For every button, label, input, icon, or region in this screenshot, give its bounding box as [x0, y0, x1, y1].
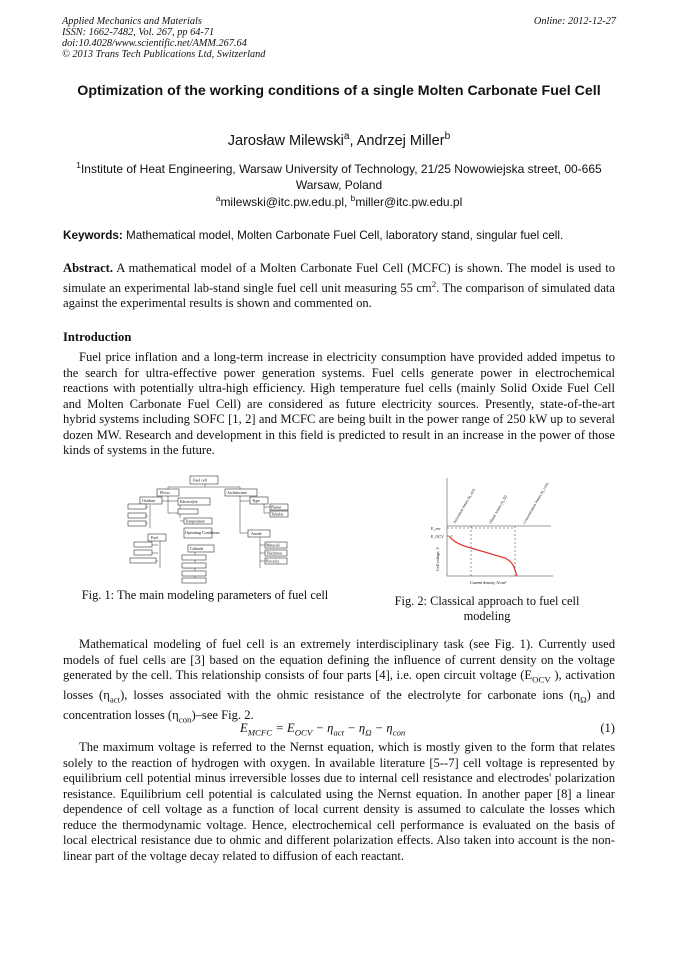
- fig1-node-fuelcell: Fuel cell: [193, 477, 207, 483]
- p2-sub: act: [109, 694, 121, 705]
- journal-name: Applied Mechanics and Materials: [62, 16, 202, 27]
- keywords-label: Keywords:: [63, 229, 123, 242]
- fig1-caption: Fig. 1: The main modeling parameters of fuel cell: [81, 588, 329, 602]
- paper-title: Optimization of the working conditions of a single Molten Carbonate Fuel Cell: [77, 83, 601, 99]
- author-name: Andrzej Miller: [356, 132, 445, 149]
- email-mark: b: [350, 193, 356, 203]
- copyright-line: © 2013 Trans Tech Publications Ltd, Switzerland: [62, 49, 266, 60]
- p2-text: )–see Fig. 2.: [191, 708, 254, 723]
- eq-part: = E: [272, 721, 295, 735]
- fig2-ylabel: Cell voltage, V: [435, 546, 440, 571]
- author-mark: a: [343, 131, 350, 142]
- keywords-text: Mathematical model, Molten Carbonate Fuel Cell, laboratory stand, singular fuel cell.: [122, 229, 564, 242]
- fig1-node-planar: Planar: [271, 504, 282, 510]
- email-mark: a: [215, 193, 221, 203]
- page-header: [62, 16, 616, 60]
- p2-text: Mathematical modeling of fuel cell is an extremely interdisciplinary task (see Fig. 1). Currently used models of fuel cells are [3] based on the equation defining the influence of current density on the voltage generated by the cell. This relationship consists of four parts [4], i.e. open circuit voltage (E: [63, 637, 615, 682]
- fig1-node-cathode: Cathode: [190, 546, 204, 551]
- abstract-label: Abstract.: [63, 261, 114, 275]
- affiliation: [62, 157, 616, 193]
- p2-sub: Ω: [580, 694, 587, 705]
- affiliation-mark: 1: [76, 160, 81, 170]
- fig1-node-fuel: Fuel: [151, 535, 159, 540]
- eq-lhs: E: [240, 721, 248, 735]
- fig2-diagram: [425, 466, 555, 588]
- fig2-region-act: Activation losses (η_act): [451, 487, 476, 525]
- fig1-node-material: Material: [266, 542, 280, 548]
- fig1-node-flows: Flows: [160, 490, 170, 495]
- p2-sub: OCV: [532, 674, 551, 685]
- abstract-text: A mathematical model of a Molten Carbonate Fuel Cell (MCFC) is shown. The model is used to simulate an experimental lab-stand single fuel cell unit measuring 55 cm: [63, 261, 615, 295]
- email-address[interactable]: milewski@itc.pw.edu.pl,: [220, 195, 351, 209]
- fig2-erev-label: E_rev: [431, 526, 441, 531]
- author-separator: ,: [349, 132, 357, 149]
- section-heading: Introduction: [63, 330, 132, 344]
- equation: [240, 721, 405, 738]
- fig1-node-oxidant: Oxidant: [142, 498, 155, 503]
- affiliation-text: Institute of Heat Engineering, Warsaw University of Technology, 21/25 Nowowiejska street, 00-665 Warsaw, Poland: [80, 162, 602, 192]
- p2-sub: con: [178, 714, 192, 725]
- abstract-text-end: . The comparison of simulated data against the experimental results is shown and commented on.: [63, 280, 616, 311]
- eq-part: − η: [344, 721, 366, 735]
- keywords: [63, 229, 616, 242]
- fig1-node-anode: Anode: [251, 531, 262, 536]
- p2-text: ) and concentration losses (η: [63, 688, 615, 723]
- fig1-node-operating: Operating Conditions: [185, 530, 220, 535]
- eq-part: − η: [371, 721, 393, 735]
- email-line: [0, 193, 678, 209]
- fig2-region-ohm: Ohmic losses (η_Ω): [487, 494, 508, 525]
- fig2-caption: Fig. 2: Classical approach to fuel cell modeling: [394, 594, 580, 623]
- fig1-node-architecture: Architecture: [227, 490, 247, 495]
- intro-paragraph: Fuel price inflation and a long-term increase in electricity consumption have provided added impetus to the search for ultra-effective power generation systems. Fuel cells generate power in electrochemical reactions with potentially ultra-high efficiency. High temperature fuel cells (mainly Solid Oxide Fuel Cell and Molten Carbonate Fuel Cell) are considered as future electricity sources. Presently, state-of-the-art hybrid systems including SOFC [1, 2] and MCFC are being built in the power range of 250 kW up to several dozen MW. Research and development in this field is predicted to result in an increase in the power of those kinds of systems in the future.: [63, 350, 615, 457]
- doi-line: doi:10.4028/www.scientific.net/AMM.267.64: [62, 38, 247, 49]
- fig1-node-thickness: Thickness: [266, 550, 283, 556]
- author-mark: b: [444, 131, 451, 142]
- eq-sub: con: [392, 727, 406, 738]
- author-name: Jarosław Milewski: [227, 132, 344, 149]
- issn-line: ISSN: 1662-7482, Vol. 267, pp 64-71: [62, 27, 215, 38]
- abstract: [63, 261, 615, 312]
- eq-sub: OCV: [294, 727, 313, 738]
- author-line: [0, 131, 678, 149]
- fig2-eocv-label: E_OCV: [431, 534, 444, 539]
- eq-sub: MCFC: [247, 727, 273, 738]
- fig1-node-electrolyte: Electrolyte: [180, 499, 198, 504]
- p2-text: ), losses associated with the ohmic resistance of the electrolyte for carbonate ions (η: [120, 688, 581, 703]
- fig2-xlabel: Current density, A/cm²: [470, 580, 507, 585]
- fig2-region-con: Concentration losses (η_con): [521, 481, 550, 525]
- email-address[interactable]: miller@itc.pw.edu.pl: [355, 195, 463, 209]
- eq-sub: act: [333, 727, 345, 738]
- body-paragraph: [63, 637, 615, 728]
- fig1-node-tubular: Tubular: [271, 511, 284, 517]
- body-paragraph: The maximum voltage is referred to the Nernst equation, which is mostly given to the form that relates solely to the reaction of hydrogen with oxygen. In available literature [5--7] cell voltage is represented by equilibrium cell potential minus irreversible losses due to internal cell resistance and electrodes' polarization resistance. Equilibrium cell potential is calculated using the Nernst equation. In another paper [8] a linear dependence of cell voltage as a function of local current density is assumed to calculate the losses which reduce the thermodynamic voltage. Hence, electrochemical cell performance is evaluated on the basis of local electrical resistance due to ohmic and different polarization effects. Also taken into account is the non-linear part of the voltage decay related to diffusion of each reactant.: [63, 740, 615, 863]
- fig1-node-porosity: Porosity: [266, 558, 280, 564]
- fig1-diagram: [120, 473, 290, 585]
- eq-sub: Ω: [365, 727, 372, 738]
- online-date: Online: 2012-12-27: [533, 16, 616, 27]
- fig1-node-temperature: Temperature: [185, 518, 206, 524]
- fig2-curve: [449, 536, 517, 576]
- abstract-sup: 2: [431, 278, 437, 289]
- p2-text: ), activation losses (η: [63, 668, 615, 703]
- equation-number: (1): [600, 721, 615, 735]
- fig1-node-type: Type: [252, 498, 260, 503]
- eq-part: − η: [312, 721, 334, 735]
